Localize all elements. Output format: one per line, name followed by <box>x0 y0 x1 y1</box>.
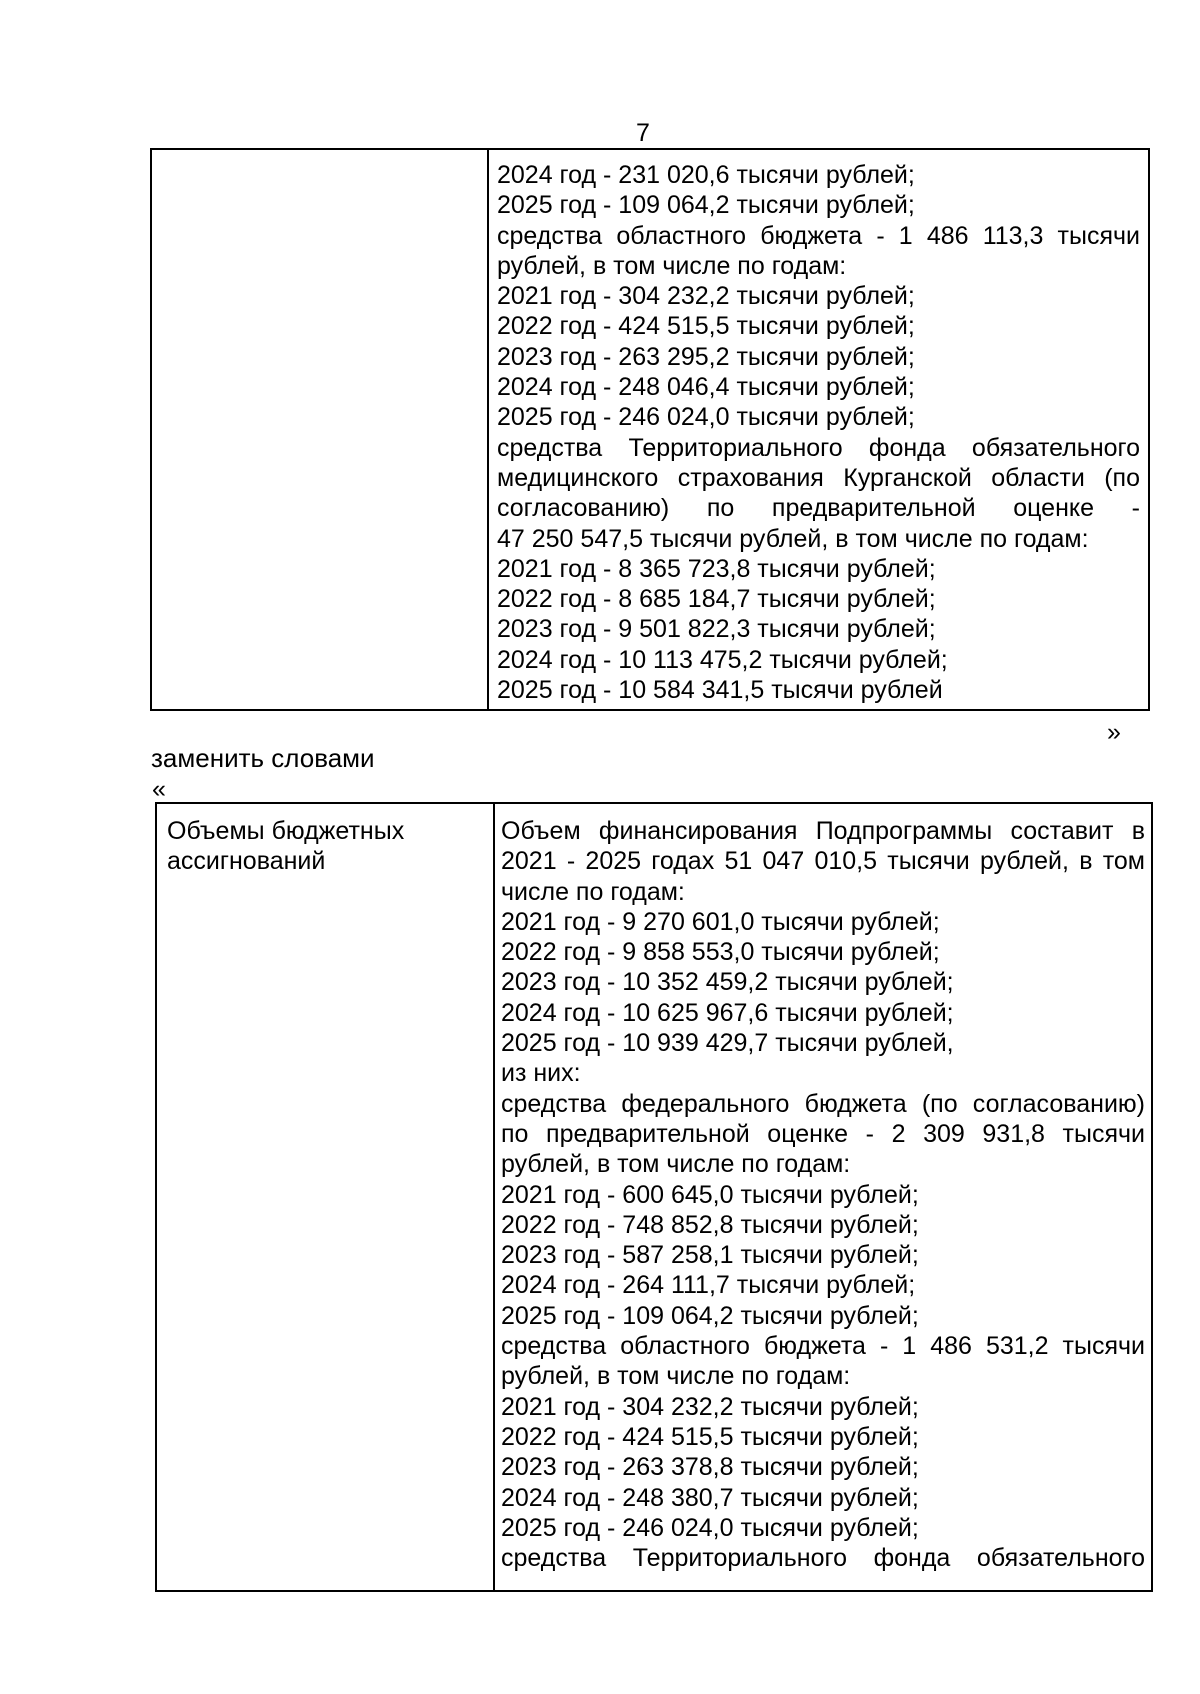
text-line: средства Территориального фонда обязательного <box>497 433 1140 462</box>
budget-table-new <box>155 802 1153 1592</box>
text-line: 2023 год - 10 352 459,2 тысячи рублей; <box>501 968 954 997</box>
text-line: 2025 год - 10 584 341,5 тысячи рублей <box>497 676 943 705</box>
text-line: 2025 год - 246 024,0 тысячи рублей; <box>497 403 915 432</box>
text-line: 2021 год - 8 365 723,8 тысячи рублей; <box>497 554 936 583</box>
text-line: 47 250 547,5 тысячи рублей, в том числе по годам: <box>497 524 1089 553</box>
replace-instruction: заменить словами <box>151 743 375 773</box>
page-number: 7 <box>636 119 650 147</box>
table-old-label-cell <box>152 150 489 709</box>
table-old-content-cell <box>489 150 1148 709</box>
budget-table-old <box>150 148 1150 711</box>
text-line: Объем финансирования Подпрограммы составит в <box>501 817 1145 845</box>
text-line: 2022 год - 8 685 184,7 тысячи рублей; <box>497 585 936 614</box>
text-line: 2025 год - 109 064,2 тысячи рублей; <box>497 191 915 220</box>
text-line: 2024 год - 10 625 967,6 тысячи рублей; <box>501 998 954 1027</box>
opening-quote: « <box>152 775 166 803</box>
text-line: 2024 год - 231 020,6 тысячи рублей; <box>497 161 915 189</box>
text-line: 2021 год - 9 270 601,0 тысячи рублей; <box>501 907 940 936</box>
text-line: 2021 год - 304 232,2 тысячи рублей; <box>497 282 915 311</box>
text-line: 2023 год - 587 258,1 тысячи рублей; <box>501 1241 919 1270</box>
closing-quote: » <box>1107 718 1121 746</box>
text-line: 2024 год - 264 111,7 тысячи рублей; <box>501 1271 916 1300</box>
text-line: 2021 - 2025 годах 51 047 010,5 тысячи рублей, в том <box>501 847 1145 876</box>
text-line: 2024 год - 248 380,7 тысячи рублей; <box>501 1483 919 1512</box>
table-new-label-cell: Объемы бюджетных ассигнований <box>157 804 495 1590</box>
text-line: 2023 год - 263 295,2 тысячи рублей; <box>497 342 915 371</box>
text-line: средства областного бюджета - 1 486 113,3 тысячи <box>497 221 1140 250</box>
text-line: 2022 год - 9 858 553,0 тысячи рублей; <box>501 938 940 967</box>
text-line: 2021 год - 600 645,0 тысячи рублей; <box>501 1180 919 1209</box>
text-line: из них: <box>501 1059 581 1088</box>
text-line: средства областного бюджета - 1 486 531,2 тысячи <box>501 1332 1145 1361</box>
text-line: 2023 год - 9 501 822,3 тысячи рублей; <box>497 615 936 644</box>
text-line: числе по годам: <box>501 877 685 906</box>
text-line: 2025 год - 109 064,2 тысячи рублей; <box>501 1301 919 1330</box>
text-line: 2023 год - 263 378,8 тысячи рублей; <box>501 1453 919 1482</box>
text-line: 2022 год - 748 852,8 тысячи рублей; <box>501 1210 919 1239</box>
text-line: 2022 год - 424 515,5 тысячи рублей; <box>497 312 915 341</box>
text-line: 2024 год - 248 046,4 тысячи рублей; <box>497 373 915 402</box>
text-line: 2025 год - 246 024,0 тысячи рублей; <box>501 1513 919 1542</box>
text-line: медицинского страхования Курганской области (по <box>497 463 1140 492</box>
text-line: согласованию) по предварительной оценке - <box>497 494 1140 523</box>
text-line: рублей, в том числе по годам: <box>501 1150 851 1179</box>
text-line: средства Территориального фонда обязательного <box>501 1544 1145 1573</box>
text-line: по предварительной оценке - 2 309 931,8 тысячи <box>501 1119 1145 1148</box>
text-line: рублей, в том числе по годам: <box>501 1362 851 1391</box>
text-line: рублей, в том числе по годам: <box>497 251 847 280</box>
text-line: 2024 год - 10 113 475,2 тысячи рублей; <box>497 645 948 674</box>
text-line: 2025 год - 10 939 429,7 тысячи рублей, <box>501 1029 954 1058</box>
text-line: 2021 год - 304 232,2 тысячи рублей; <box>501 1392 919 1421</box>
table-new-content-cell <box>495 804 1151 1590</box>
text-line: средства федерального бюджета (по согласованию) <box>501 1089 1145 1118</box>
text-line: 2022 год - 424 515,5 тысячи рублей; <box>501 1422 919 1451</box>
